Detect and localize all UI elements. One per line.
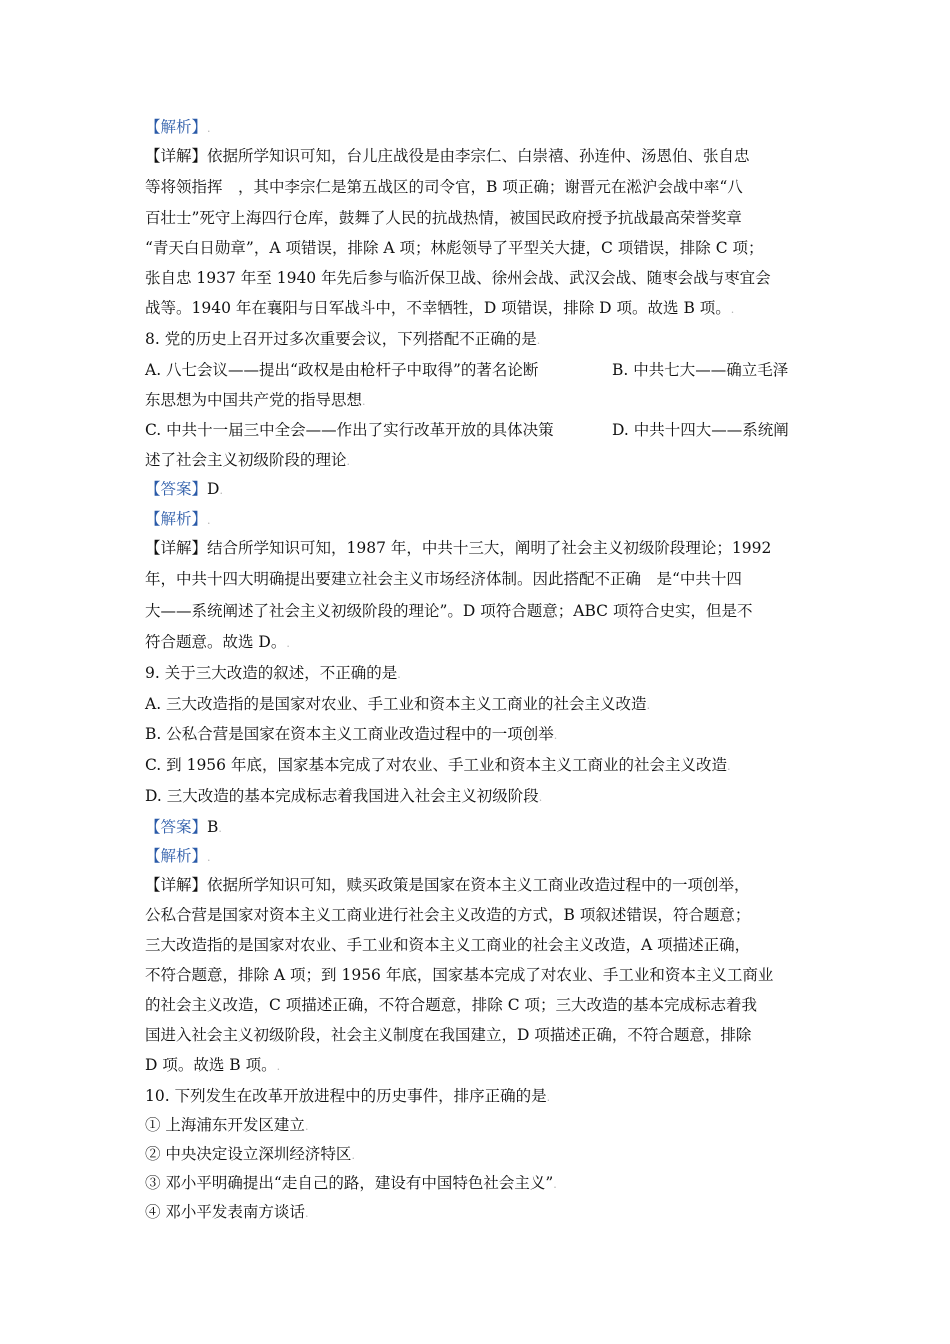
detail-line: 【详解】依据所学知识可知，赎买政策是国家在资本主义工商业改造过程中的一项创举，: [145, 876, 750, 894]
detail-line: 【详解】结合所学知识可知，1987 年，中共十三大，阐明了社会主义初级阶段理论；1992: [145, 539, 772, 557]
analysis-label: 【解析】.: [145, 510, 211, 528]
option-b: B. 公私合营是国家在资本主义工商业改造过程中的一项创举.: [145, 725, 558, 743]
list-item: ① 上海浦东开发区建立.: [145, 1116, 309, 1134]
analysis-label: 【解析】.: [145, 847, 211, 865]
detail-line: 等将领指挥 ，其中李宗仁是第五战区的司令官，B 项正确；谢晋元在淞沪会战中率“八: [145, 178, 743, 196]
detail-line: 三大改造指的是国家对农业、手工业和资本主义工商业的社会主义改造，A 项描述正确，: [145, 936, 751, 954]
answer-label: 【答案】D.: [145, 480, 223, 498]
analysis-label: 【解析】.: [145, 118, 211, 136]
detail-line: 的社会主义改造，C 项描述正确，不符合题意，排除 C 项；三大改造的基本完成标志着我: [145, 996, 758, 1014]
option-a: A. 八七会议——提出“政权是由枪杆子中取得”的著名论断: [145, 361, 539, 379]
option-a: A. 三大改造指的是国家对农业、手工业和资本主义工商业的社会主义改造.: [145, 695, 651, 713]
detail-line: 大——系统阐述了社会主义初级阶段的理论”。D 项符合题意；ABC 项符合史实，但是不: [145, 602, 753, 620]
list-item: ④ 邓小平发表南方谈话.: [145, 1203, 309, 1221]
detail-line: 战等。1940 年在襄阳与日军战斗中，不幸牺牲，D 项错误，排除 D 项。故选 B 项。.: [145, 299, 735, 317]
detail-line: 【详解】依据所学知识可知，台儿庄战役是由李宗仁、白崇禧、孙连仲、汤恩伯、张自忠: [145, 147, 750, 165]
detail-line: D 项。故选 B 项。.: [145, 1056, 281, 1074]
list-item: ② 中央决定设立深圳经济特区.: [145, 1145, 355, 1163]
option-c: C. 到 1956 年底，国家基本完成了对农业、手工业和资本主义工商业的社会主义改造.: [145, 756, 731, 774]
detail-line: 百壮士”死守上海四行仓库，鼓舞了人民的抗战热情，被国民政府授予抗战最高荣誉奖章: [145, 209, 742, 227]
detail-line: 不符合题意，排除 A 项；到 1956 年底，国家基本完成了对农业、手工业和资本主义工商业: [145, 966, 774, 984]
option-c: C. 中共十一届三中全会——作出了实行改革开放的具体决策: [145, 421, 554, 439]
option-b-continued: 东思想为中国共产党的指导思想.: [145, 391, 366, 409]
detail-line: “青天白日勋章”，A 项错误，排除 A 项；林彪领导了平型关大捷，C 项错误，排除 C 项；: [145, 239, 764, 257]
option-d: D. 中共十四大——系统阐: [612, 421, 789, 439]
detail-line: 张自忠 1937 年至 1940 年先后参与临沂保卫战、徐州会战、武汉会战、随枣会战与枣宜会: [145, 269, 771, 287]
option-b: B. 中共七大——确立毛泽: [612, 361, 789, 379]
answer-value: D: [207, 480, 220, 498]
list-item: ③ 邓小平明确提出“走自己的路，建设有中国特色社会主义”.: [145, 1174, 557, 1192]
answer-value: B: [207, 818, 219, 836]
detail-line: 公私合营是国家对资本主义工商业进行社会主义改造的方式，B 项叙述错误，符合题意；: [145, 906, 751, 924]
detail-line: 国进入社会主义初级阶段，社会主义制度在我国建立，D 项描述正确，不符合题意，排除: [145, 1026, 752, 1044]
question-stem: 8. 党的历史上召开过多次重要会议，下列搭配不正确的是.: [145, 330, 541, 348]
detail-line: 符合题意。故选 D。.: [145, 633, 290, 651]
option-d: D. 三大改造的基本完成标志着我国进入社会主义初级阶段.: [145, 787, 543, 805]
question-stem: 9. 关于三大改造的叙述，不正确的是.: [145, 664, 401, 682]
answer-label: 【答案】B.: [145, 818, 222, 836]
question-stem: 10. 下列发生在改革开放进程中的历史事件，排序正确的是.: [145, 1087, 551, 1105]
option-d-continued: 述了社会主义初级阶段的理论.: [145, 451, 351, 469]
detail-line: 年，中共十四大明确提出要建立社会主义市场经济体制。因此搭配不正确 是“中共十四: [145, 570, 742, 588]
